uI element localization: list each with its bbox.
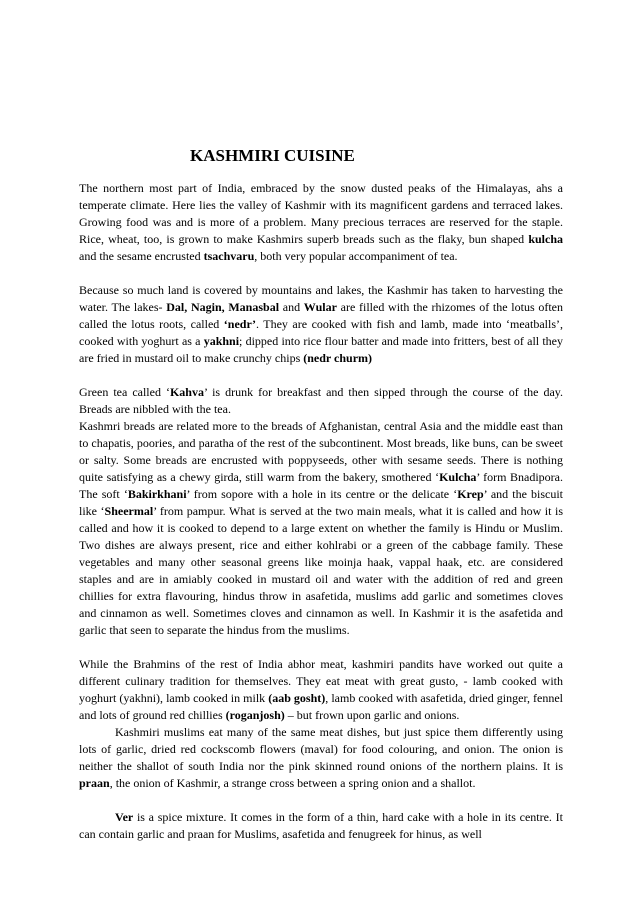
bold-term-nedr: ‘nedr’ xyxy=(223,317,256,331)
bold-term-kulcha: kulcha xyxy=(528,232,563,246)
text-run: – but frown upon garlic and onions. xyxy=(284,708,460,722)
text-run: Because so much land is covered by mountains and lakes, the Kashmir has taken to harvesting the water. The lakes- xyxy=(79,283,563,314)
bold-term-kahva: Kahva xyxy=(169,385,204,399)
paragraph-muslims xyxy=(79,724,563,792)
bold-term-praan: praan xyxy=(79,776,110,790)
bold-term-krep: Krep xyxy=(457,487,484,501)
text-run: are filled with the rhizomes of the lotus often called the lotus roots, called xyxy=(79,300,563,331)
document-body xyxy=(79,180,563,843)
bold-term-bakirkhani: Bakirkhani xyxy=(127,487,187,501)
paragraph-lakes xyxy=(79,282,563,367)
text-run: ’ from sopore with a hole in its centre or the delicate ‘ xyxy=(186,487,458,501)
bold-term-nedr-churm: (nedr churm) xyxy=(303,351,373,365)
bold-term-aab-gosht: (aab gosht) xyxy=(268,691,326,705)
text-run: Kashmri breads are related more to the breads of Afghanistan, central Asia and the middle east than to chapatis, poories, and paratha of the rest of the subcontinent. Most breads, like buns, can be sweet or salty. Some breads are encrusted with poppyseeds, other with sesame seeds. There is nothing quite satisfying as a chewy girda, still warm from the bakery, smothered ‘ xyxy=(79,419,563,484)
text-run: , the onion of Kashmir, a strange cross between a spring onion and a shallot. xyxy=(109,776,476,790)
text-run: The northern most part of India, embraced by the snow dusted peaks of the Himalayas, ahs a temperate climate. Here lies the valley of Kashmir with its magnificent gardens and terraced lakes. Growing food was and is more of a problem. Many precious terraces are reserved for the staple. Rice, wheat, too, is grown to make Kashmirs superb breads such as the flaky, bun shaped xyxy=(79,181,563,246)
paragraph-breads xyxy=(79,418,563,639)
text-run: , lamb cooked with asafetida, dried ginger, fennel and lots of ground red chillies xyxy=(79,691,564,722)
text-run: . They are cooked with fish and lamb, made into ‘meatballs’, cooked with yoghurt as a xyxy=(79,317,563,348)
text-run: and the sesame encrusted xyxy=(79,249,204,263)
bold-term-sheermal: Sheermal xyxy=(104,504,154,518)
bold-term-yakhni: yakhni xyxy=(203,334,240,348)
text-run: is a spice mixture. It comes in the form of a thin, hard cake with a hole in its centre. It can contain garlic and praan for Muslims, asafetida and fenugreek for hinus, as well xyxy=(79,810,563,841)
text-run: ’ is drunk for breakfast and then sipped through the course of the day. Breads are nibbled with the tea. xyxy=(79,385,563,416)
text-run: ’ and the biscuit like ‘ xyxy=(79,487,564,518)
text-run: , both very popular accompaniment of tea. xyxy=(254,249,458,263)
paragraph-green-tea xyxy=(79,384,563,418)
bold-term-kulcha-2: Kulcha xyxy=(439,470,477,484)
text-run: ; dipped into rice flour batter and made into fritters, best of all they are fried in mustard oil to make crunchy chips xyxy=(79,334,564,365)
text-run: Kashmiri muslims eat many of the same meat dishes, but just spice them differently using lots of garlic, dried red cockscomb flowers (maval) for food colouring, and onion. The onion is neither the shallot of south India nor the pink skinned round onions of the northern plains. It is xyxy=(79,725,563,773)
paragraph-climate xyxy=(79,180,563,265)
text-run: ’ form Bnadipora. The soft ‘ xyxy=(79,470,563,501)
bold-term-tsachvaru: tsachvaru xyxy=(203,249,255,263)
text-run: While the Brahmins of the rest of India abhor meat, kashmiri pandits have worked out quite a different culinary tradition for themselves. They eat meat with great gusto, - lamb cooked with yoghurt (yakhni), lamb cooked in milk xyxy=(79,657,563,705)
text-run: and xyxy=(279,300,304,314)
paragraph-brahmins xyxy=(79,656,563,724)
text-run: Green tea called ‘ xyxy=(79,385,170,399)
bold-term-ver: Ver xyxy=(115,810,134,824)
page-title: KASHMIRI CUISINE xyxy=(190,146,355,165)
text-run: ’ from pampur. What is served at the two main meals, what it is called and how it is called and how it is cooked to depend to a large extent on whether the family is Hindu or Muslim. Two dishes are always present, rice and either kohlrabi or a green of the cabbage family. These vegetables and many other seasonal greens like moinja haak, vappal haak, etc. are considered staples and are in amiably cooked in mustard oil and water with the addition of red and green chillies for extra flavouring, hindus throw in asafetida, muslims add garlic and sometimes cloves and cinnamon as well. Sometimes cloves and cinnamon as well. In Kashmir it is the asafetida and garlic that seen to separate the hindus from the muslims. xyxy=(79,504,563,637)
paragraph-ver xyxy=(79,809,563,843)
bold-term-lakes: Dal, Nagin, Manasbal xyxy=(166,300,280,314)
bold-term-wular: Wular xyxy=(303,300,337,314)
bold-term-roganjosh: (roganjosh) xyxy=(225,708,285,722)
